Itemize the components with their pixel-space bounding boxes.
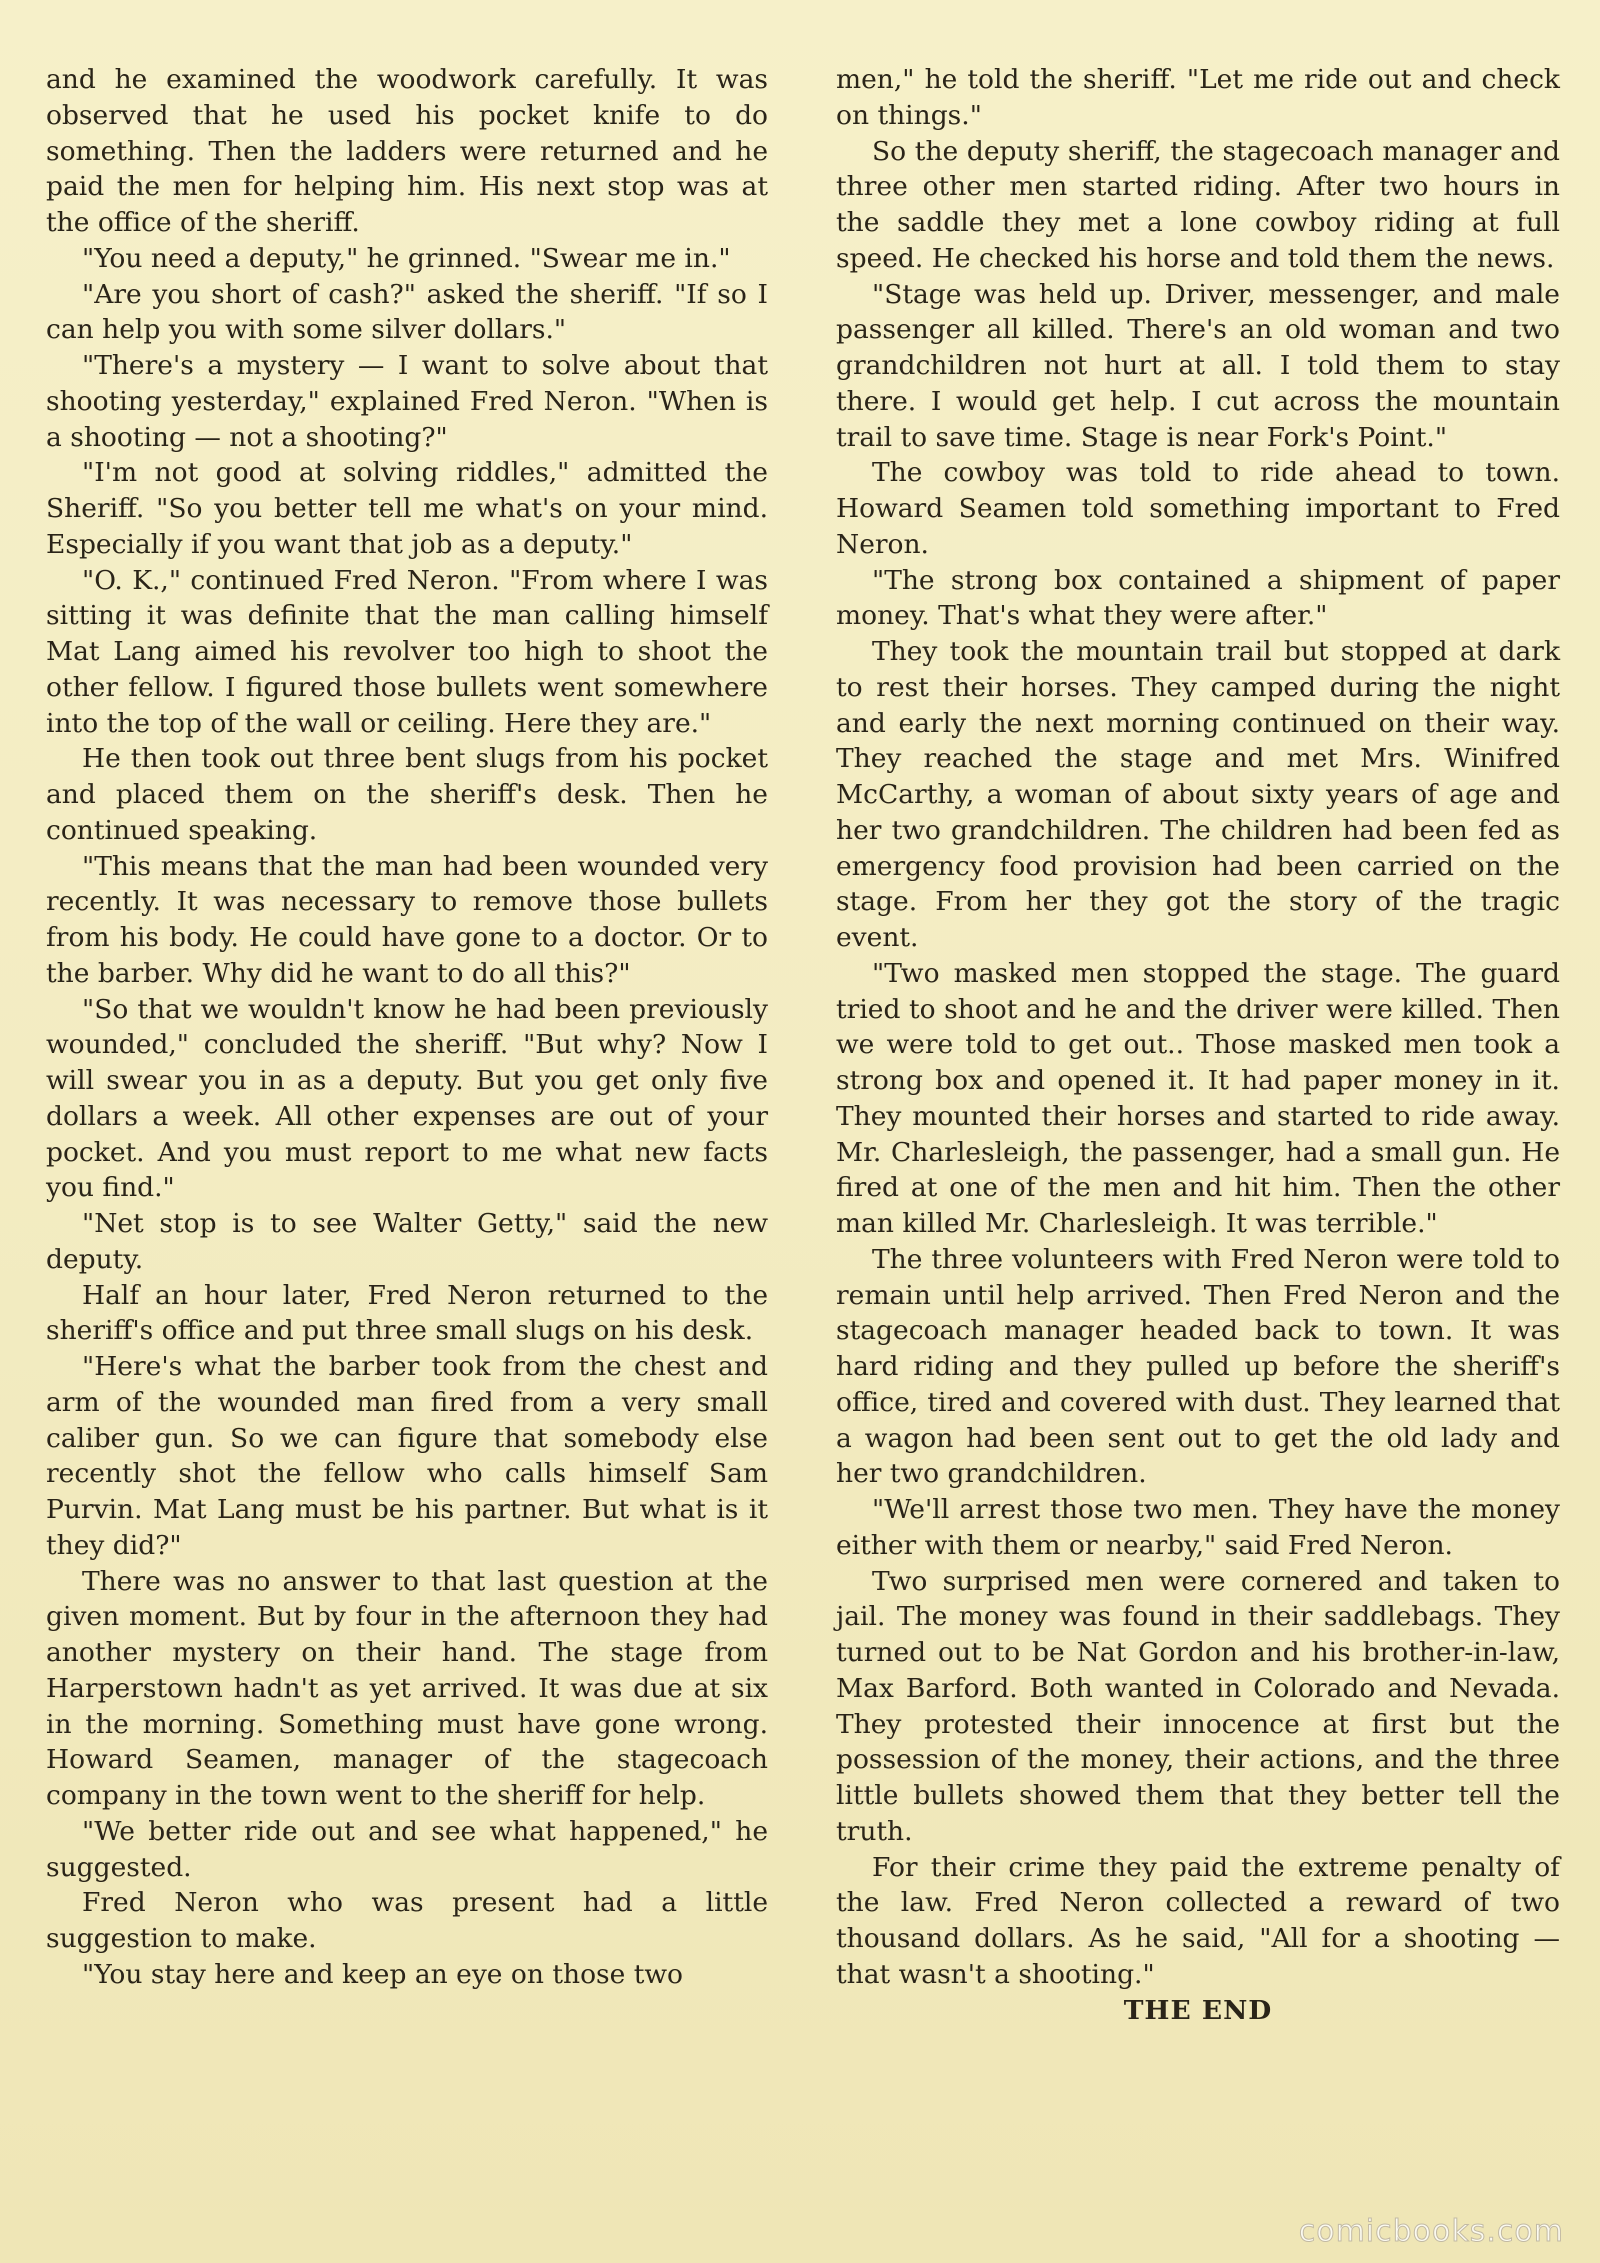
paragraph: "O. K.," continued Fred Neron. "From where I was sitting it was definite that the man calling himself Mat Lang aimed his revolver too high to shoot the other fellow. I figured those bullets went somewhere into the top of the wall or ceiling. Here they are." [46, 564, 768, 739]
paragraph: There was no answer to that last question at the given moment. But by four in the afternoon they had another mystery on their hand. The stage from Harperstown hadn't as yet arrived. It was due at six in the morning. Something must have gone wrong. Howard Seamen, manager of the stagecoach company in the town went to the sheriff for help. [46, 1565, 768, 1811]
paragraph: The three volunteers with Fred Neron were told to remain until help arrived. Then Fred Neron and the stagecoach manager headed back to town. It was hard riding and they pulled up before the sheriff's office, tired and covered with dust. They learned that a wagon had been sent out to get the old lady and her two grandchildren. [836, 1243, 1560, 1490]
paragraph: So the deputy sheriff, the stagecoach manager and three other men started riding. After two hours in the saddle they met a lone cowboy riding at full speed. He checked his horse and told them the news. [836, 135, 1560, 274]
paragraph: The cowboy was told to ride ahead to town. Howard Seamen told something important to Fred Neron. [836, 457, 1560, 560]
paragraph: "Two masked men stopped the stage. The guard tried to shoot and he and the driver were killed. Then we were told to get out.. Those masked men took a strong box and opened it. It had paper money in it. They mounted their horses and started to ride away. Mr. Charlesleigh, the passenger, had a small gun. He fired at one of the men and hit him. Then the other man killed Mr. Charlesleigh. It was terrible." [836, 957, 1560, 1239]
paragraph: "Here's what the barber took from the chest and arm of the wounded man fired from a very small caliber gun. So we can figure that somebody else recently shot the fellow who calls himself Sam Purvin. Mat Lang must be his partner. But what is it they did?" [46, 1351, 768, 1561]
left-text-column [46, 62, 768, 1993]
paragraph: For their crime they paid the extreme penalty of the law. Fred Neron collected a reward of two thousand dollars. As he said, "All for a shooting — that wasn't a shooting." [836, 1851, 1560, 1990]
paragraph: "So that we wouldn't know he had been previously wounded," concluded the sheriff. "But why? Now I will swear you in as a deputy. But you get only five dollars a week. All other expenses are out of your pocket. And you must report to me what new facts you find." [46, 993, 768, 1204]
paragraph: "Stage was held up. Driver, messenger, and male passenger all killed. There's an old woman and two grandchildren not hurt at all. I told them to stay there. I would get help. I cut across the mountain trail to save time. Stage is near Fork's Point." [836, 278, 1560, 453]
watermark: comicbooks.com [1298, 2214, 1564, 2249]
paragraph: "You stay here and keep an eye on those two [82, 1958, 684, 1990]
right-text-column [836, 62, 1560, 2028]
paragraph: Half an hour later, Fred Neron returned to the sheriff's office and put three small slugs on his desk. [46, 1279, 768, 1347]
paragraph: He then took out three bent slugs from his pocket and placed them on the sheriff's desk. Then he continued speaking. [46, 743, 768, 846]
paragraph: and he examined the woodwork carefully. It was observed that he used his pocket knife to do something. Then the ladders were returned and he paid the men for helping him. His next stop was at the office of the sheriff. [46, 64, 768, 238]
paragraph: "Net stop is to see Walter Getty," said the new deputy. [46, 1208, 768, 1275]
paragraph: "I'm not good at solving riddles," admitted the Sheriff. "So you better tell me what's on your mind. Especially if you want that job as a deputy." [46, 457, 768, 560]
paragraph: They took the mountain trail but stopped at dark to rest their horses. They camped during the night and early the next morning continued on their way. They reached the stage and met Mrs. Winifred McCarthy, a woman of about sixty years of age and her two grandchildren. The children had been fed as emergency food provision had been carried on the stage. From her they got the story of the tragic event. [836, 636, 1560, 953]
paragraph: "The strong box contained a shipment of paper money. That's what they were after." [836, 564, 1560, 632]
paragraph: "There's a mystery — I want to solve about that shooting yesterday," explained Fred Neron. "When is a shooting — not a shooting?" [46, 350, 768, 453]
paragraph: "We better ride out and see what happened," he suggested. [46, 1815, 768, 1883]
paragraph: "We'll arrest those two men. They have the money either with them or nearby," said Fred Neron. [836, 1494, 1560, 1561]
paragraph: men," he told the sheriff. "Let me ride out and check on things." [836, 64, 1560, 131]
the-end-label: THE END [1123, 1994, 1273, 2026]
paragraph: "You need a deputy," he grinned. "Swear me in." [82, 242, 731, 274]
paragraph: Two surprised men were cornered and taken to jail. The money was found in their saddlebags. They turned out to be Nat Gordon and his brother-in-law, Max Barford. Both wanted in Colorado and Nevada. They protested their innocence at first but the possession of the money, their actions, and the three little bullets showed them that they better tell the truth. [836, 1565, 1560, 1847]
paragraph: "This means that the man had been wounded very recently. It was necessary to remove those bullets from his body. He could have gone to a doctor. Or to the barber. Why did he want to do all this?" [46, 850, 768, 989]
paragraph: Fred Neron who was present had a little suggestion to make. [46, 1887, 768, 1954]
paragraph: "Are you short of cash?" asked the sheriff. "If so I can help you with some silver dollars." [46, 278, 768, 346]
